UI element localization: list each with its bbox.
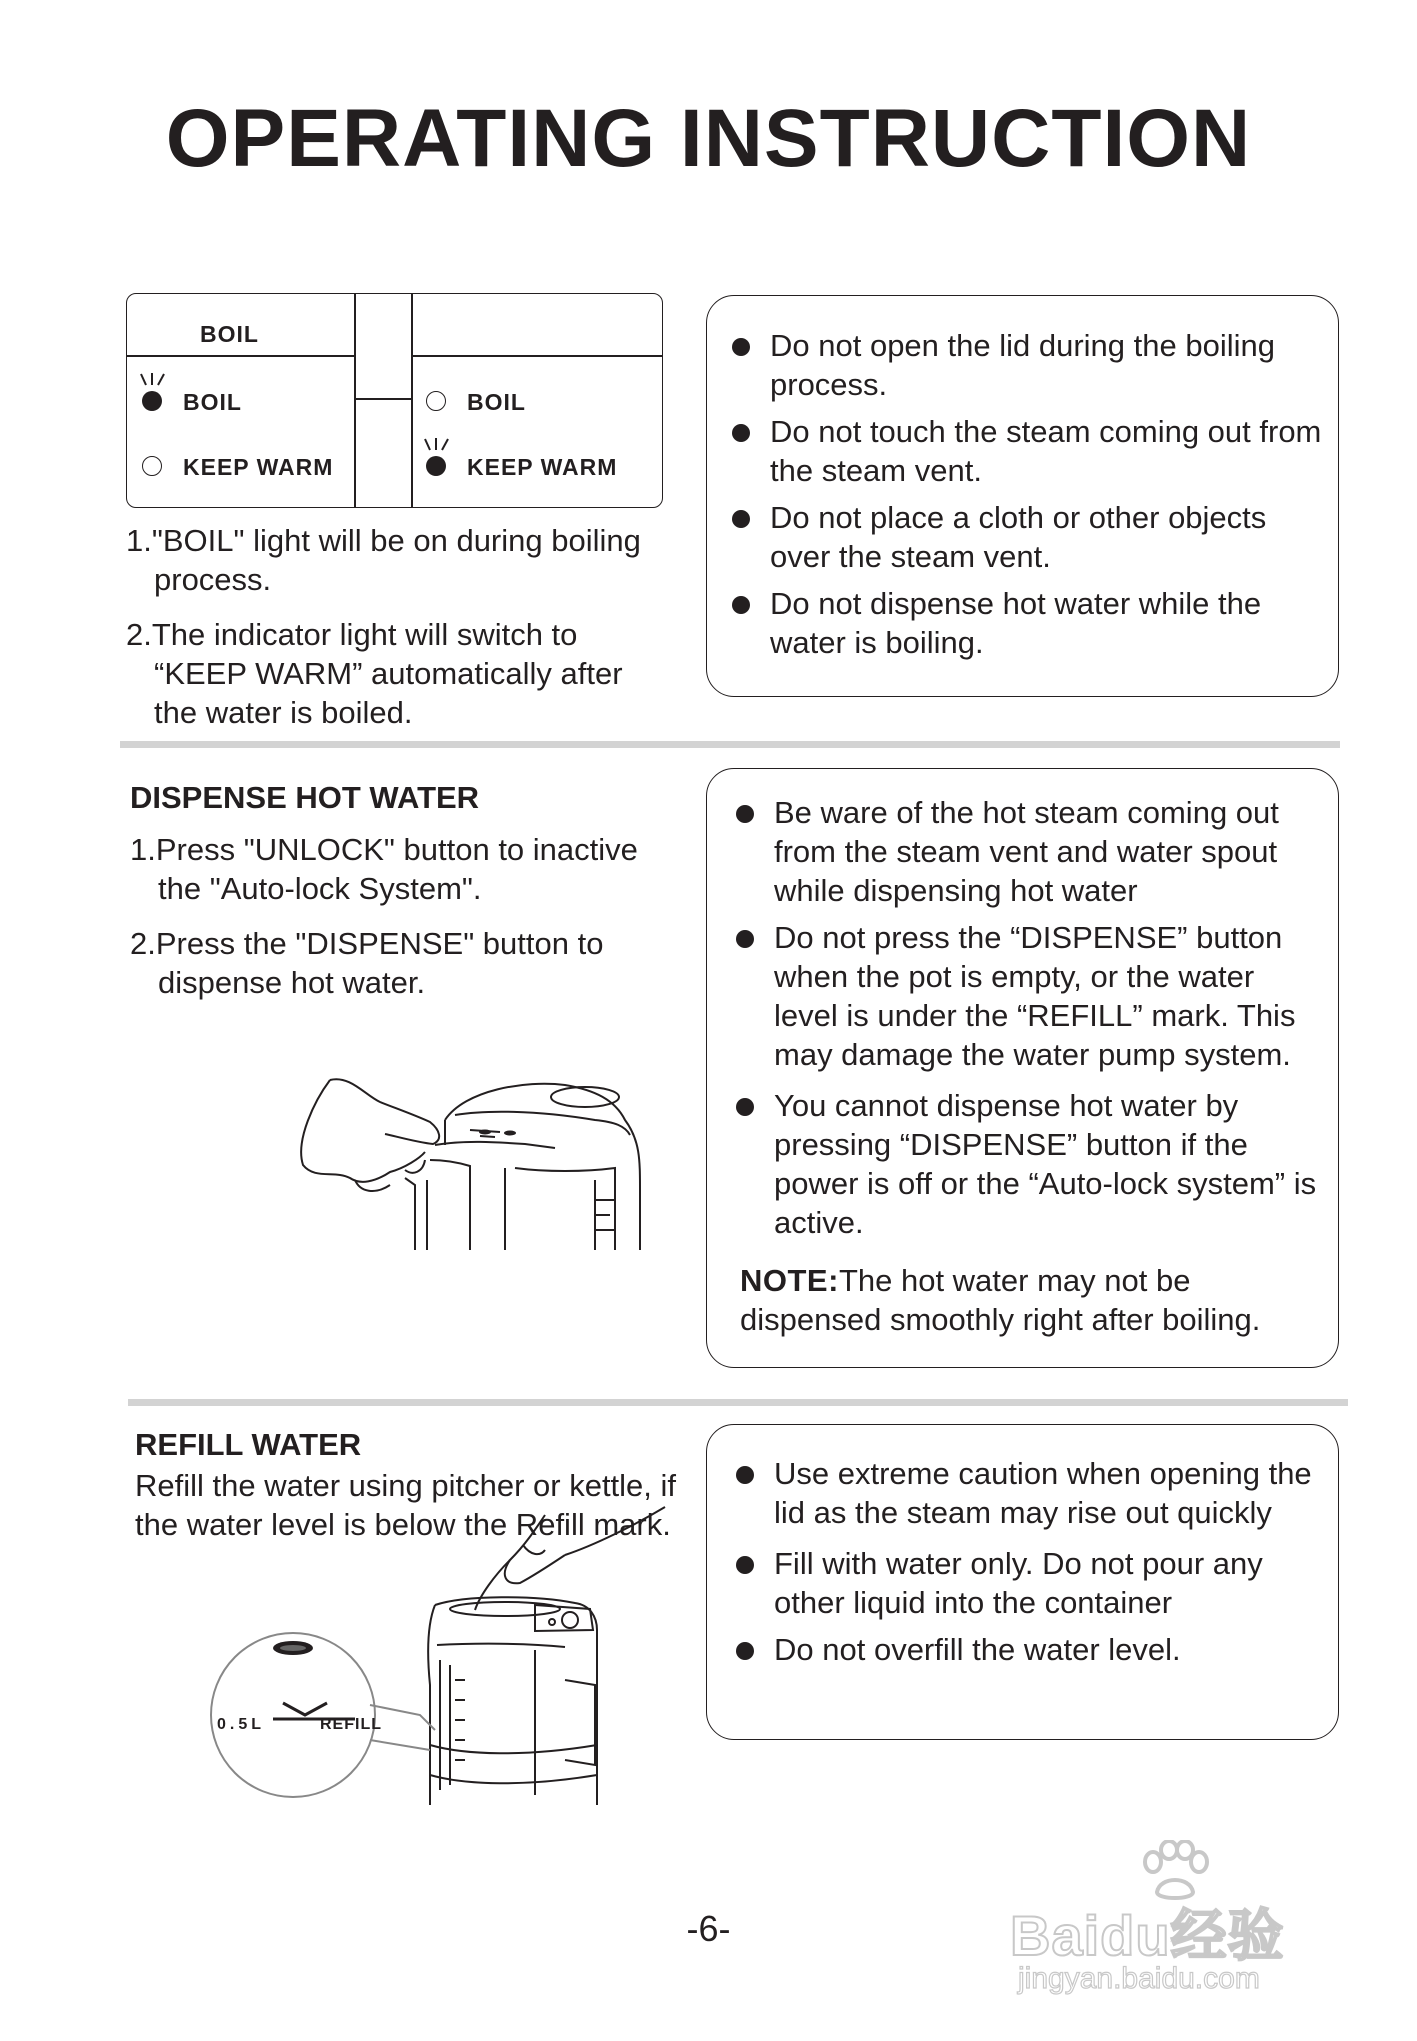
refill-text: Refill the water using pitcher or kettle, if the water level is below the Refill mark. [135,1468,677,1542]
dispense-steps-list [130,830,675,1018]
section-divider [120,741,1340,748]
list-item: 2.The indicator light will switch to “KEEP WARM” automatically after the water is boiled. [126,617,623,730]
boil-steps-list [126,521,671,748]
dispense-heading: DISPENSE HOT WATER [130,780,480,815]
indicator-panel-diagram [126,293,663,508]
gauge-volume-label: 0.5L [217,1716,266,1733]
list-item: 2.Press the "DISPENSE" button to dispense hot water. [130,926,604,1000]
watermark-url: jingyan.baidu.com [1018,1962,1260,1995]
list-item: Be ware of the hot steam coming out from the steam vent and water spout while dispensing hot water [716,793,1326,910]
keep-warm-light-on-icon [426,456,446,476]
list-item: 1."BOIL" light will be on during boiling process. [126,523,641,597]
light-rays-icon [419,437,455,453]
list-item: Do not touch the steam coming out from the steam vent. [712,412,1322,490]
gauge-refill-label: REFILL [320,1716,382,1733]
left-keep-warm-label: KEEP WARM [183,454,334,480]
baidu-watermark [1010,1840,1340,2000]
list-item: Do not dispense hot water while the water is boiling. [712,584,1322,662]
hand-pressing-dispense-illustration [295,1060,665,1250]
boil-caution-box [706,295,1339,697]
boil-light-on-icon [142,391,162,411]
keep-warm-light-off-icon [142,456,162,476]
note-label: NOTE: [740,1263,839,1298]
list-item: Fill with water only. Do not pour any other liquid into the container [716,1544,1326,1622]
page-title: OPERATING INSTRUCTION [165,93,1252,184]
left-boil-label: BOIL [183,389,242,415]
dispense-note [740,1261,1320,1339]
refill-caution-box [706,1424,1339,1740]
section-divider [128,1399,1348,1406]
refill-heading: REFILL WATER [135,1427,362,1462]
list-item: You cannot dispense hot water by pressing “DISPENSE” button if the power is off or the “Auto-lock system” is active. [716,1086,1326,1242]
list-item: Do not open the lid during the boiling process. [712,326,1322,404]
light-rays-icon [135,372,171,388]
page-number: -6- [686,1908,731,1949]
list-item: 1.Press "UNLOCK" button to inactive the "Auto-lock System". [130,832,638,906]
dispense-caution-box [706,768,1339,1368]
list-item: Do not press the “DISPENSE” button when the pot is empty, or the water level is under the “REFILL” mark. This may damage the water pump system. [716,918,1326,1074]
panel-header-boil: BOIL [200,321,259,347]
note-text: The hot water may not be dispensed smoothly right after boiling. [740,1263,1261,1337]
refill-pot-illustration [205,1505,670,1805]
watermark-brand: Baidu经验 [1010,1904,1285,1967]
list-item: Use extreme caution when opening the lid as the steam may rise out quickly [716,1454,1326,1532]
list-item: Do not place a cloth or other objects over the steam vent. [712,498,1322,576]
boil-light-off-icon [426,391,446,411]
list-item: Do not overfill the water level. [716,1630,1326,1669]
right-boil-label: BOIL [467,389,526,415]
right-keep-warm-label: KEEP WARM [467,454,618,480]
